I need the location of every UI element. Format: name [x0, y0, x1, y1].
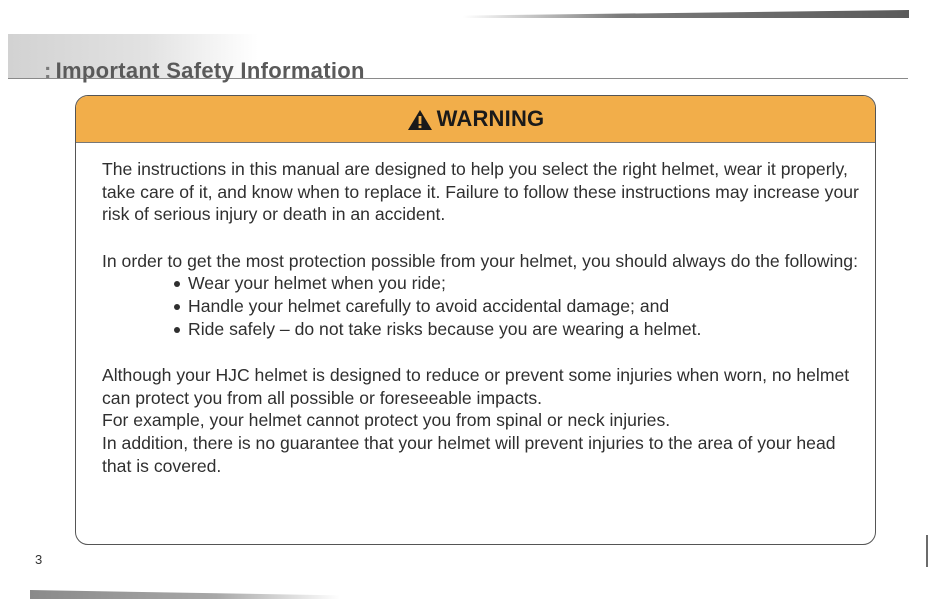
bullet-item: Ride safely – do not take risks because you are wearing a helmet.: [174, 318, 862, 341]
warning-box: [75, 95, 876, 545]
bullet-item: Wear your helmet when you ride;: [174, 272, 862, 295]
section-title-text: Important Safety Information: [55, 58, 365, 83]
bottom-decorative-rule: [30, 590, 340, 599]
warning-body: [102, 158, 862, 477]
bullet-item: Handle your helmet carefully to avoid accidental damage; and: [174, 295, 862, 318]
safety-bullet-list: [102, 272, 862, 340]
section-marker-icon: :: [44, 58, 52, 83]
section-title: [44, 58, 365, 84]
warning-triangle-icon: [407, 109, 433, 131]
warning-title: WARNING: [436, 106, 545, 131]
paragraph-instructions: The instructions in this manual are designed to help you select the right helmet, wear it properly, take care of it, and know when to replace it. Failure to follow these instructions may increase your risk of serious injury or death in an accident.: [102, 159, 859, 225]
paragraph-example: For example, your helmet cannot protect you from spinal or neck injuries.: [102, 410, 671, 431]
paragraph-protection: In order to get the most protection possible from your helmet, you should always do the following:: [102, 250, 858, 271]
paragraph-guarantee: In addition, there is no guarantee that your helmet will prevent injuries to the area of your head that is covered.: [102, 432, 836, 476]
right-edge-mark: [926, 535, 928, 567]
page-number: 3: [35, 552, 43, 567]
paragraph-limitations: Although your HJC helmet is designed to reduce or prevent some injuries when worn, no helmet can protect you from all possible or foreseeable impacts.: [102, 365, 850, 408]
top-decorative-rule: [463, 10, 909, 18]
warning-header: [76, 96, 875, 143]
